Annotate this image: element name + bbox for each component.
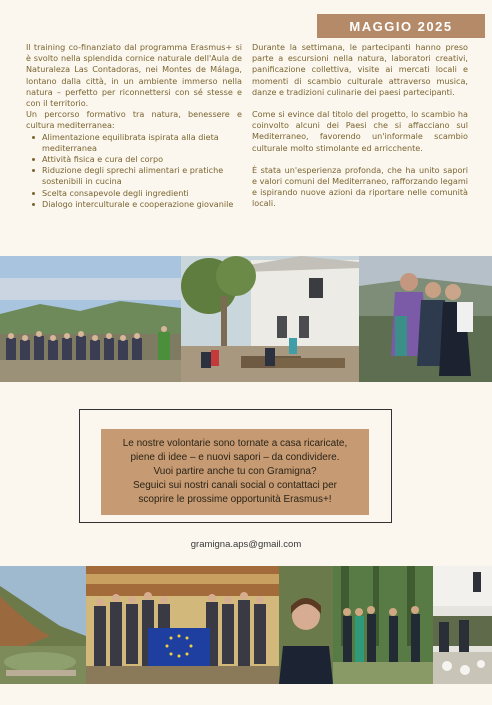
intro-paragraph: Il training co-finanziato dal programma Erasmus+ si è svolto nella splendida cornice naturale dell'Aula de Naturaleza Las Contadoras, nei Montes de Málaga, lontano dalla città, in un ambiente immerso nella natura – perfetto per riconnettersi con sé stesse e con il territorio.: [26, 42, 242, 109]
three-women-photo: [359, 256, 492, 382]
activities-paragraph: Durante la settimana, le partecipanti hanno preso parte a escursioni nella natura, laboratori creativi, panificazione collettiva, visite ai mercati locali e momenti di scambio culturale attraverso musica, danze e tradizioni culinarie dei paesi partecipanti.: [252, 42, 468, 97]
date-banner: [317, 14, 485, 38]
cta-line: Vuoi partire anche tu con Gramigna?: [153, 466, 317, 477]
topics-list: [26, 132, 242, 210]
left-column: [26, 42, 242, 210]
list-item: Riduzione degli sprechi alimentari e pratiche sostenibili in cucina: [26, 165, 242, 187]
right-column: [252, 42, 468, 221]
exchange-paragraph: Come si evince dal titolo del progetto, lo scambio ha coinvolto alcuni dei Paesi che si affacciano sul Mediterraneo, favorendo un'informale scambio culturale molto stimolante ed arricchente.: [252, 109, 468, 153]
group-photo-mountains: [0, 256, 181, 382]
portrait-photo: [279, 566, 333, 684]
courtyard-photo: [181, 256, 359, 382]
cta-panel: [101, 429, 369, 515]
list-item: Alimentazione equilibrata ispirata alla dieta mediterranea: [26, 132, 242, 154]
list-item: Scelta consapevole degli ingredienti: [26, 188, 242, 199]
cta-box: [79, 409, 392, 523]
list-item: Attività fisica e cura del corpo: [26, 154, 242, 165]
experience-paragraph: È stata un'esperienza profonda, che ha unito sapori e valori comuni del Mediterraneo, rafforzando legami e ispirando nuove azioni da riportare nelle comunità locali.: [252, 164, 468, 209]
list-item: Dialogo interculturale e cooperazione giovanile: [26, 199, 242, 210]
dinner-photo: [433, 566, 492, 684]
pond-photo: [0, 566, 86, 684]
cta-line: piene di idee – e nuovi sapori – da condividere.: [130, 452, 340, 463]
forest-group-photo: [333, 566, 433, 684]
date-label: MAGGIO 2025: [349, 18, 453, 34]
cta-line: Le nostre volontarie sono tornate a casa ricaricate,: [122, 438, 348, 449]
eu-flag-group-photo: [86, 566, 279, 684]
cta-line: Seguici sui nostri canali social o contattaci per: [133, 480, 337, 491]
list-heading: Un percorso formativo tra natura, benessere e cultura mediterranea:: [26, 109, 242, 131]
cta-line: scoprire le prossime opportunità Erasmus+!: [138, 494, 332, 505]
contact-email[interactable]: gramigna.aps@gmail.com: [190, 539, 302, 550]
